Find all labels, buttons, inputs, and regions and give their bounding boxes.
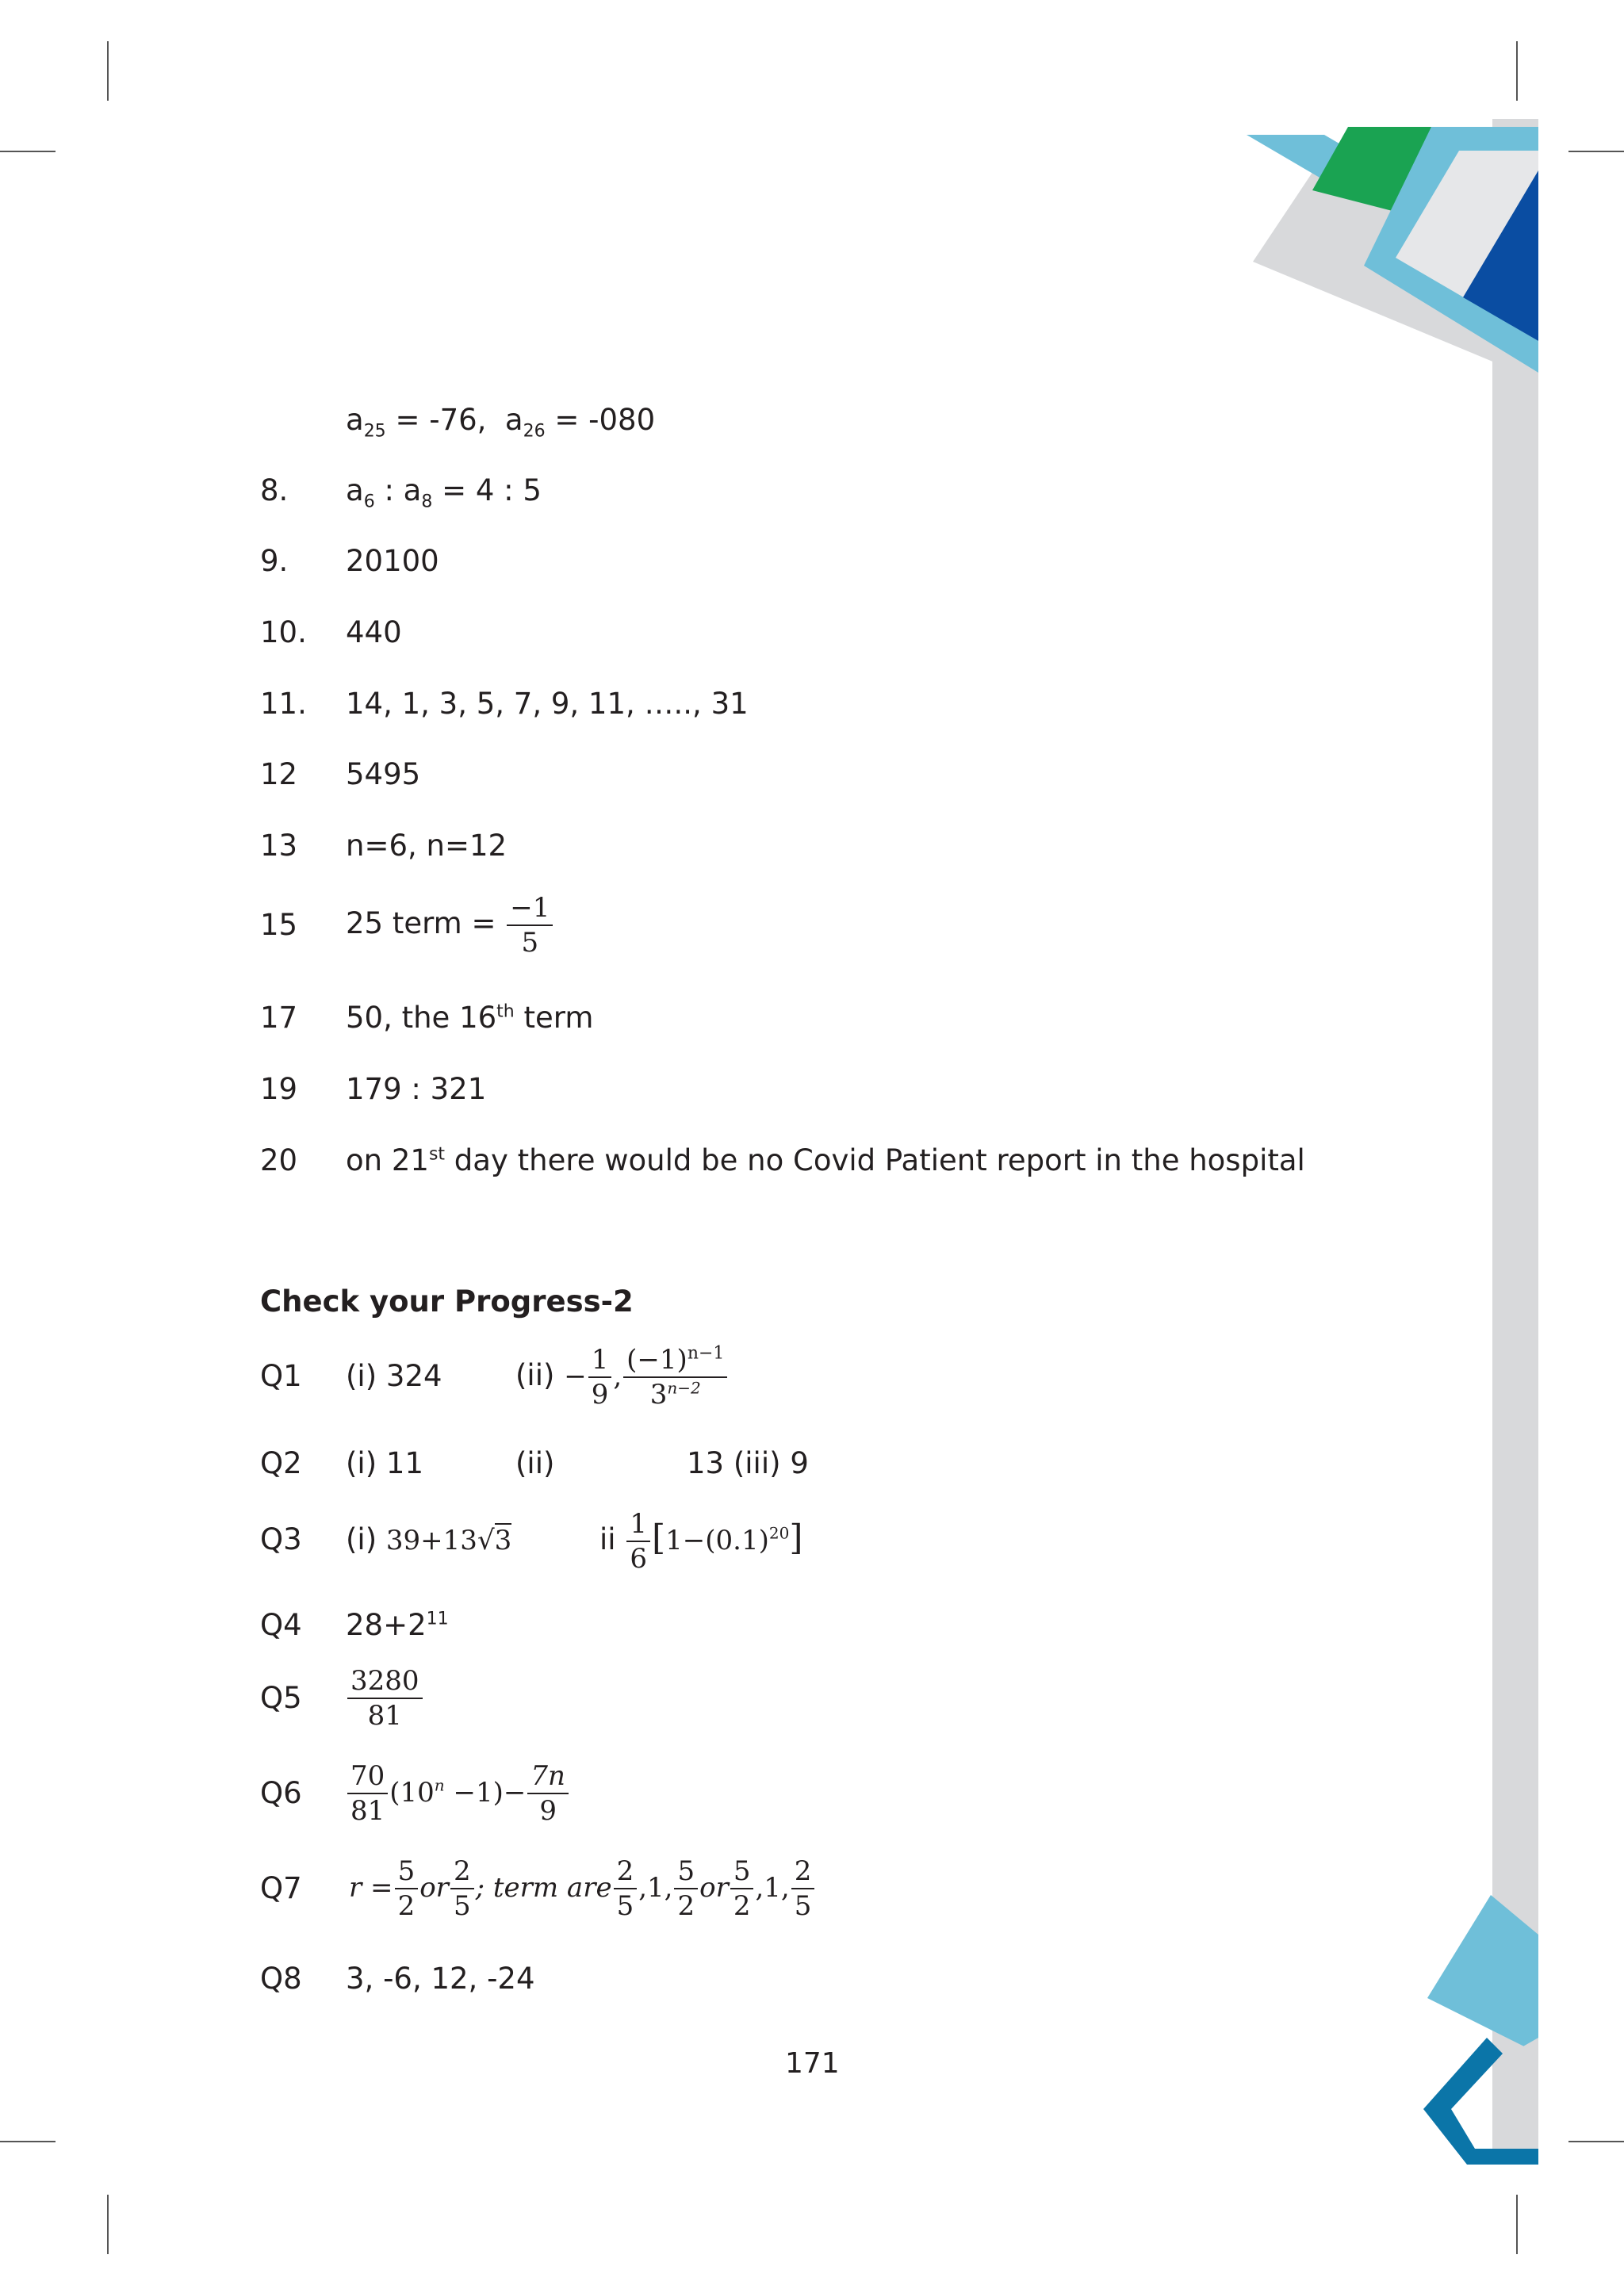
- answer-number: 19: [260, 1072, 298, 1106]
- answer-row: $\frac{70}{81}$ $(10^n -1)-$ $\frac{7n}{9}$: [346, 1756, 570, 1828]
- answer-row: ii $\frac{1}{6}$ $[1-(0.1)^{20}]$: [599, 1507, 803, 1575]
- answer-text: 14, 1, 3, 5, 7, 9, 11, ….., 31: [346, 687, 749, 721]
- crop-mark: [1568, 2141, 1624, 2142]
- crop-mark: [107, 2195, 109, 2254]
- crop-mark: [1568, 151, 1624, 152]
- answer-number: 8.: [260, 473, 289, 507]
- question-label: Q1: [260, 1359, 302, 1393]
- answer-text: 20100: [346, 544, 439, 578]
- question-label: Q5: [260, 1681, 302, 1715]
- question-label: Q4: [260, 1608, 302, 1642]
- answer-number: 13: [260, 829, 298, 863]
- question-label: Q8: [260, 1962, 302, 1996]
- section-heading: Check your Progress-2: [260, 1284, 634, 1319]
- answer-row: [346, 888, 554, 959]
- answer-text: 440: [346, 615, 402, 649]
- answer-text: 25 term =: [346, 906, 496, 940]
- answer-row: (ii) − $\frac{1}{9}$ , $\frac{(-1)^{n-1}}{3^{n-2}}$: [515, 1340, 729, 1412]
- answer-number: 17: [260, 1001, 298, 1035]
- crop-mark: [107, 41, 109, 101]
- answer-text: 3, -6, 12, -24: [346, 1962, 535, 1996]
- answer-text: (i) 324: [346, 1359, 442, 1393]
- answer-number: 9.: [260, 544, 289, 578]
- answer-text: 5495: [346, 757, 421, 791]
- answer-row-text: $a_6$ : $a_8 = 4$ : 5: [346, 473, 542, 512]
- page-number: 171: [785, 2047, 840, 2080]
- answer-text: n=6, n=12: [346, 829, 508, 863]
- answer-row: on 21st day there would be no Covid Patient report in the hospital: [346, 1143, 1305, 1177]
- answer-row: (i) 39+13√3: [346, 1522, 512, 1556]
- answer-row: 50, the 16th term: [346, 1001, 594, 1035]
- answer-number: 10.: [260, 615, 307, 649]
- answer-text: 13 (iii) 9: [687, 1446, 809, 1480]
- question-label: Q7: [260, 1871, 302, 1905]
- crop-mark: [1516, 2195, 1518, 2254]
- crop-mark: [1516, 41, 1518, 101]
- question-label: Q6: [260, 1776, 302, 1810]
- crop-mark: [0, 151, 56, 152]
- crop-mark: [0, 2141, 56, 2142]
- answer-text: (i) 11: [346, 1446, 423, 1480]
- answer-text: (ii): [515, 1446, 555, 1480]
- answer-text: 179 : 321: [346, 1072, 487, 1106]
- answer-number: 11.: [260, 687, 307, 721]
- answer-number: 15: [260, 908, 298, 942]
- answer-row: $28+2^{11}$: [346, 1608, 449, 1642]
- question-label: Q3: [260, 1522, 302, 1556]
- answer-row: $\frac{3280}{81}$: [346, 1661, 424, 1732]
- answer-row-text: $a_{25} = -76$, $a_{26} = -080$: [346, 403, 656, 442]
- answer-number: 20: [260, 1143, 298, 1177]
- question-label: Q2: [260, 1446, 302, 1480]
- answer-number: 12: [260, 757, 298, 791]
- fraction: $\frac{-1}{5}$: [507, 891, 553, 959]
- answer-row: r = $\frac{5}{2}$ or $\frac{2}{5}$ ; term are $\frac{2}{5}$ ,1, $\frac{5}{2}$ or $\frac{5}{2}$ ,1, $\frac{2}{5}$: [349, 1851, 816, 1924]
